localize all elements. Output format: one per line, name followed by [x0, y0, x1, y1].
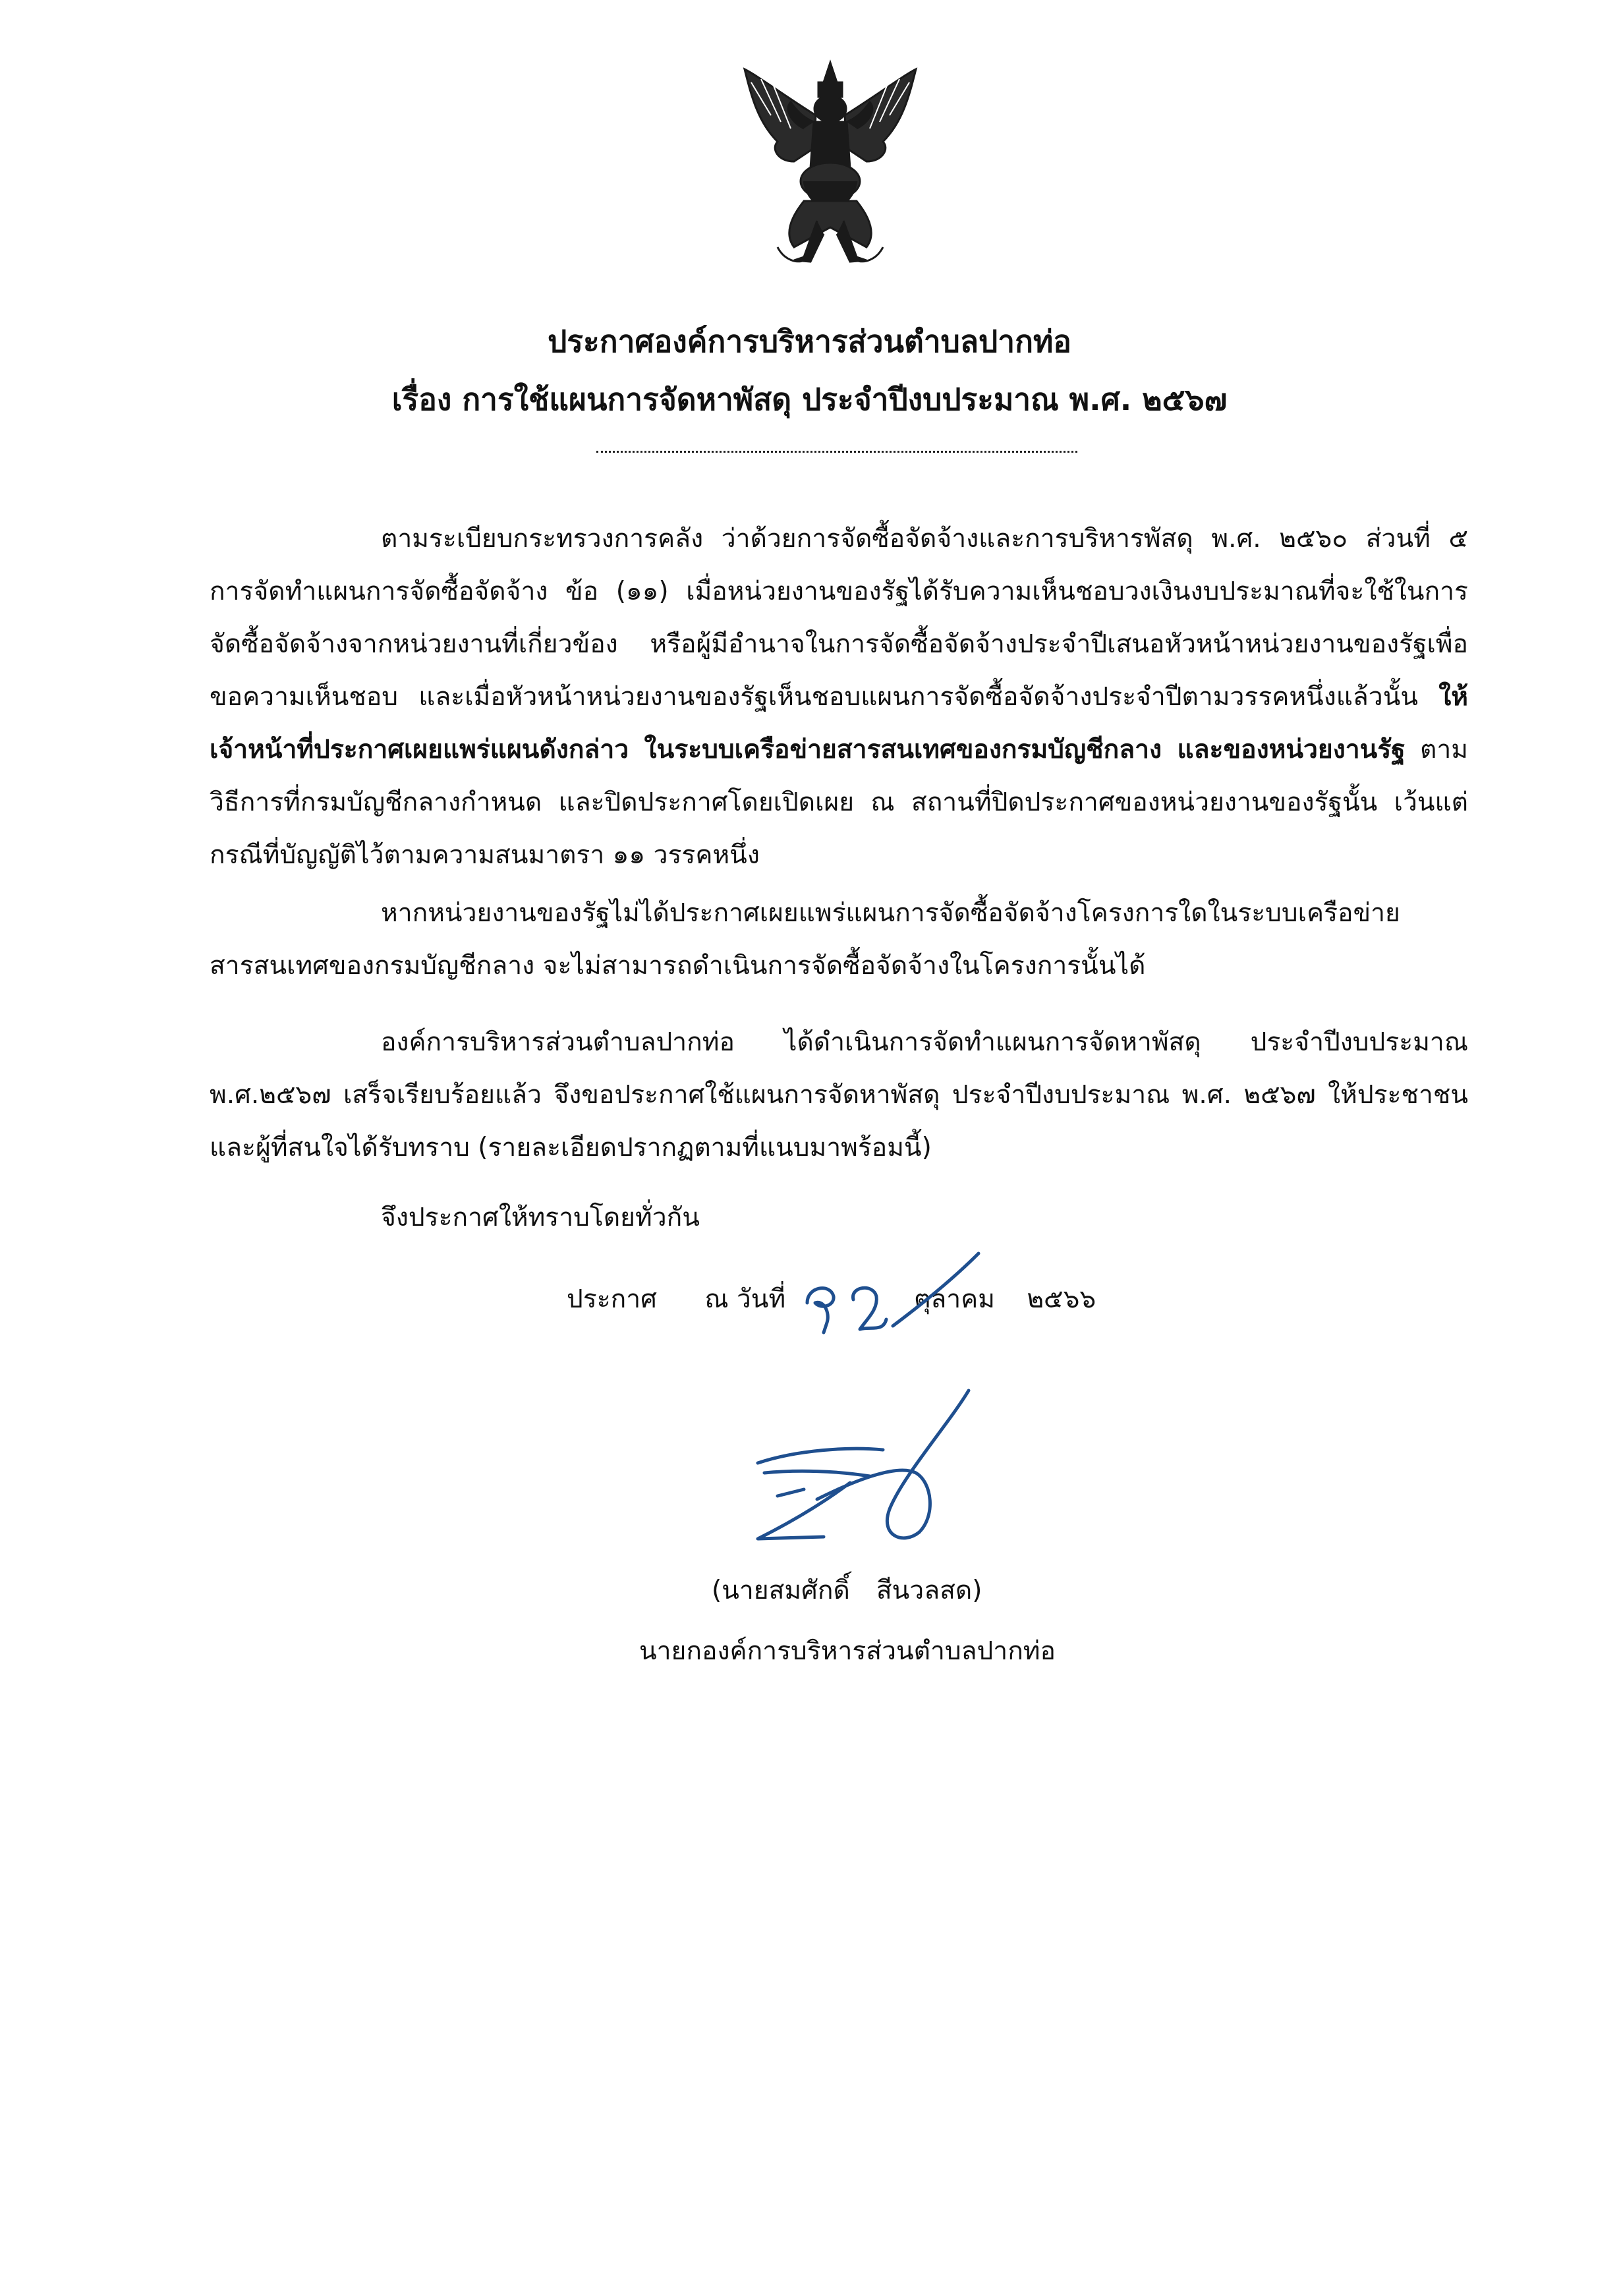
date-prefix: ประกาศ: [567, 1284, 657, 1314]
paragraph-1-bold-text: ให้เจ้าหน้าที่ประกาศเผยแพร่แผนดังกล่าว ในระบบเครือข่ายสารสนเทศของกรมบัญชีกลาง และของหน่วยงานรัฐ: [210, 682, 1468, 764]
dotted-divider: [596, 451, 1077, 453]
date-year: ๒๕๖๖: [1027, 1284, 1096, 1314]
document-title: ประกาศองค์การบริหารส่วนตำบลปากท่อ: [548, 324, 1071, 359]
signatory-name-last: สีนวลสด): [876, 1576, 982, 1605]
signatory-position: นายกองค์การบริหารส่วนตำบลปากท่อ: [639, 1636, 1056, 1666]
paragraph-1-text-end: ตามวิธีการที่กรมบัญชีกลางกำหนด และปิดประกาศโดยเปิดเผย ณ สถานที่ปิดประกาศของหน่วยงานของรัฐนั้น เว้นแต่กรณีที่บัญญัติไว้ตามความสนมาตรา ๑๑ วรรคหนึ่ง: [210, 735, 1468, 870]
paragraph-1-text-start: ตามระเบียบกระทรวงการคลัง ว่าด้วยการจัดซื้อจัดจ้างและการบริหารพัสดุ พ.ศ. ๒๕๖๐ ส่วนที่ ๕ การจัดทำแผนการจัดซื้อจัดจ้าง ข้อ (๑๑) เมื่อหน่วยงานของรัฐได้รับความเห็นชอบวงเงินงบประมาณที่จะใช้ในการจัดซื้อจัดจ้างจากหน่วยงานที่เกี่ยวข้อง หรือผู้มีอำนาจในการจัดซื้อจัดจ้างประจำปีเสนอหัวหน้าหน่วยงานของรัฐเพื่อขอความเห็นชอบ และเมื่อหัวหน้าหน่วยงานของรัฐเห็นชอบแผนการจัดซื้อจัดจ้างประจำปีตามวรรคหนึ่งแล้วนั้น: [210, 524, 1468, 712]
closing-statement: จึงประกาศให้ทราบโดยทั่วกัน: [381, 1203, 700, 1232]
signatory-name-first: (นายสมศักดิ์: [712, 1576, 850, 1605]
signatory-name: [712, 1571, 982, 1611]
announcement-date: [567, 1280, 1096, 1319]
handwritten-day-mark: [794, 1240, 992, 1346]
body-paragraph-1: [210, 513, 1468, 882]
garuda-emblem-icon: [731, 49, 929, 273]
date-at-label: ณ วันที่: [704, 1284, 786, 1314]
document-subject: เรื่อง การใช้แผนการจัดหาพัสดุ ประจำปีงบประมาณ พ.ศ. ๒๕๖๗: [391, 382, 1228, 417]
body-paragraph-3: องค์การบริหารส่วนตำบลปากท่อ ได้ดำเนินการจัดทำแผนการจัดหาพัสดุ ประจำปีงบประมาณ พ.ศ.๒๕๖๗ เสร็จเรียบร้อยแล้ว จึงขอประกาศใช้แผนการจัดหาพัสดุ ประจำปีงบประมาณ พ.ศ. ๒๕๖๗ ให้ประชาชนและผู้ที่สนใจได้รับทราบ (รายละเอียดปรากฏตามที่แนบมาพร้อมนี้): [210, 1027, 1468, 1162]
handwritten-signature: [738, 1384, 1015, 1555]
body-paragraph-2: หากหน่วยงานของรัฐไม่ได้ประกาศเผยแพร่แผนการจัดซื้อจัดจ้างโครงการใดในระบบเครือข่ายสารสนเทศของกรมบัญชีกลาง จะไม่สามารถดำเนินการจัดซื้อจัดจ้างในโครงการนั้นได้: [210, 898, 1400, 981]
date-day-handwritten: [794, 1280, 886, 1319]
date-month: ตุลาคม: [914, 1284, 995, 1314]
